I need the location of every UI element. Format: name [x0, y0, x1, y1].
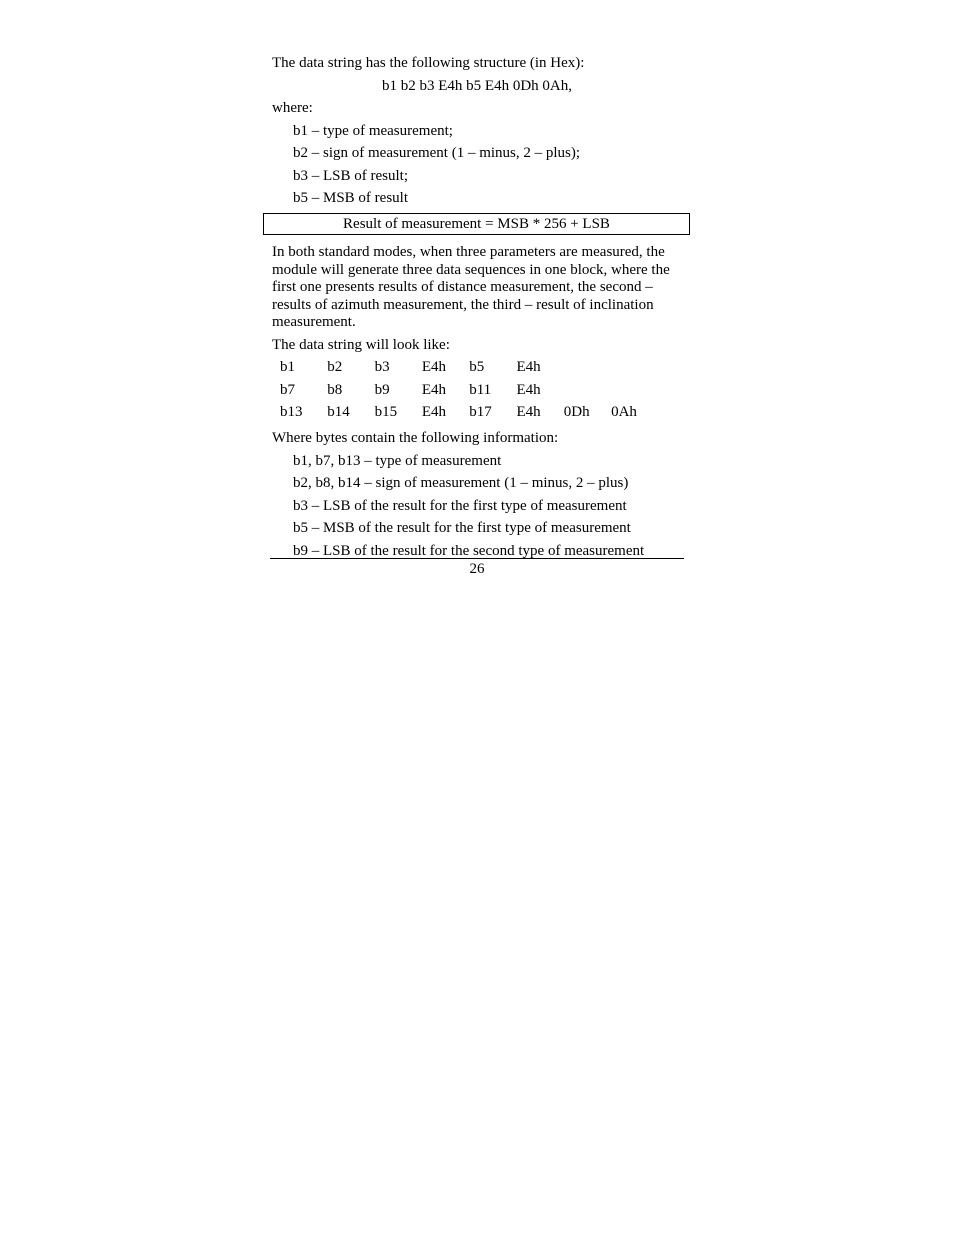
byte-cell: [611, 359, 658, 382]
byte-cell: E4h: [516, 404, 541, 421]
byte-cell: b7: [280, 381, 295, 398]
byte-cell: b11: [469, 381, 492, 398]
intro-text: The data string has the following structure (in Hex):: [272, 55, 585, 71]
footer-divider: [270, 558, 684, 559]
byte-table: [280, 359, 658, 427]
byte-cell: [564, 359, 611, 382]
byte-cell: E4h: [421, 359, 447, 375]
byte-cell: b17: [469, 404, 492, 421]
byte-cell: b9: [374, 381, 390, 398]
byte-definition-item: b2, b8, b14 – sign of measurement (1 – minus, 2 – plus): [293, 475, 629, 492]
definition-item: b2 – sign of measurement (1 – minus, 2 – plus);: [293, 145, 581, 161]
formula-box: Result of measurement = MSB * 256 + LSB: [263, 213, 690, 236]
byte-cell: [611, 382, 658, 405]
byte-cell: 0Ah: [611, 404, 637, 421]
byte-cell: E4h: [516, 381, 541, 398]
byte-definitions-list: [272, 453, 692, 561]
look-like-label: The data string will look like:: [272, 336, 450, 353]
byte-cell: b5: [469, 359, 485, 375]
table-row: [280, 404, 658, 427]
byte-cell: E4h: [421, 404, 447, 421]
byte-definition-item: b3 – LSB of the result for the first type of measurement: [293, 497, 627, 514]
where-label: where:: [272, 100, 313, 116]
structure-string: b1 b2 b3 E4h b5 E4h 0Dh 0Ah,: [382, 77, 572, 94]
page-content: [272, 55, 692, 565]
byte-definition-item: b9 – LSB of the result for the second type of measurement: [293, 542, 645, 559]
byte-definition-item: b5 – MSB of the result for the first type of measurement: [293, 520, 631, 537]
byte-cell: b8: [327, 381, 343, 398]
byte-cell: b2: [327, 359, 343, 375]
definition-item: b1 – type of measurement;: [293, 122, 453, 139]
definition-item: b5 – MSB of result: [293, 190, 409, 206]
table-row: [280, 359, 658, 382]
table-row: [280, 382, 658, 405]
modes-paragraph: In both standard modes, when three parameters are measured, the module will generate three data sequences in one block, where the first one presents results of distance measurement, the second – results of azimuth measurement, the third – result of inclination measurement.: [272, 244, 670, 330]
definition-item: b3 – LSB of result;: [293, 167, 408, 184]
byte-cell: b14: [327, 404, 350, 421]
definitions-list: [272, 123, 692, 208]
byte-cell: [564, 382, 611, 405]
byte-cell: b15: [374, 404, 398, 421]
byte-cell: 0Dh: [563, 404, 590, 421]
byte-definition-item: b1, b7, b13 – type of measurement: [293, 452, 502, 469]
byte-cell: b1: [280, 359, 295, 375]
page-number: 26: [469, 561, 485, 577]
byte-cell: b13: [280, 404, 303, 421]
byte-cell: b3: [374, 359, 390, 375]
byte-cell: E4h: [421, 381, 447, 398]
byte-cell: E4h: [516, 359, 541, 375]
bytes-info-label: Where bytes contain the following information:: [272, 430, 559, 447]
